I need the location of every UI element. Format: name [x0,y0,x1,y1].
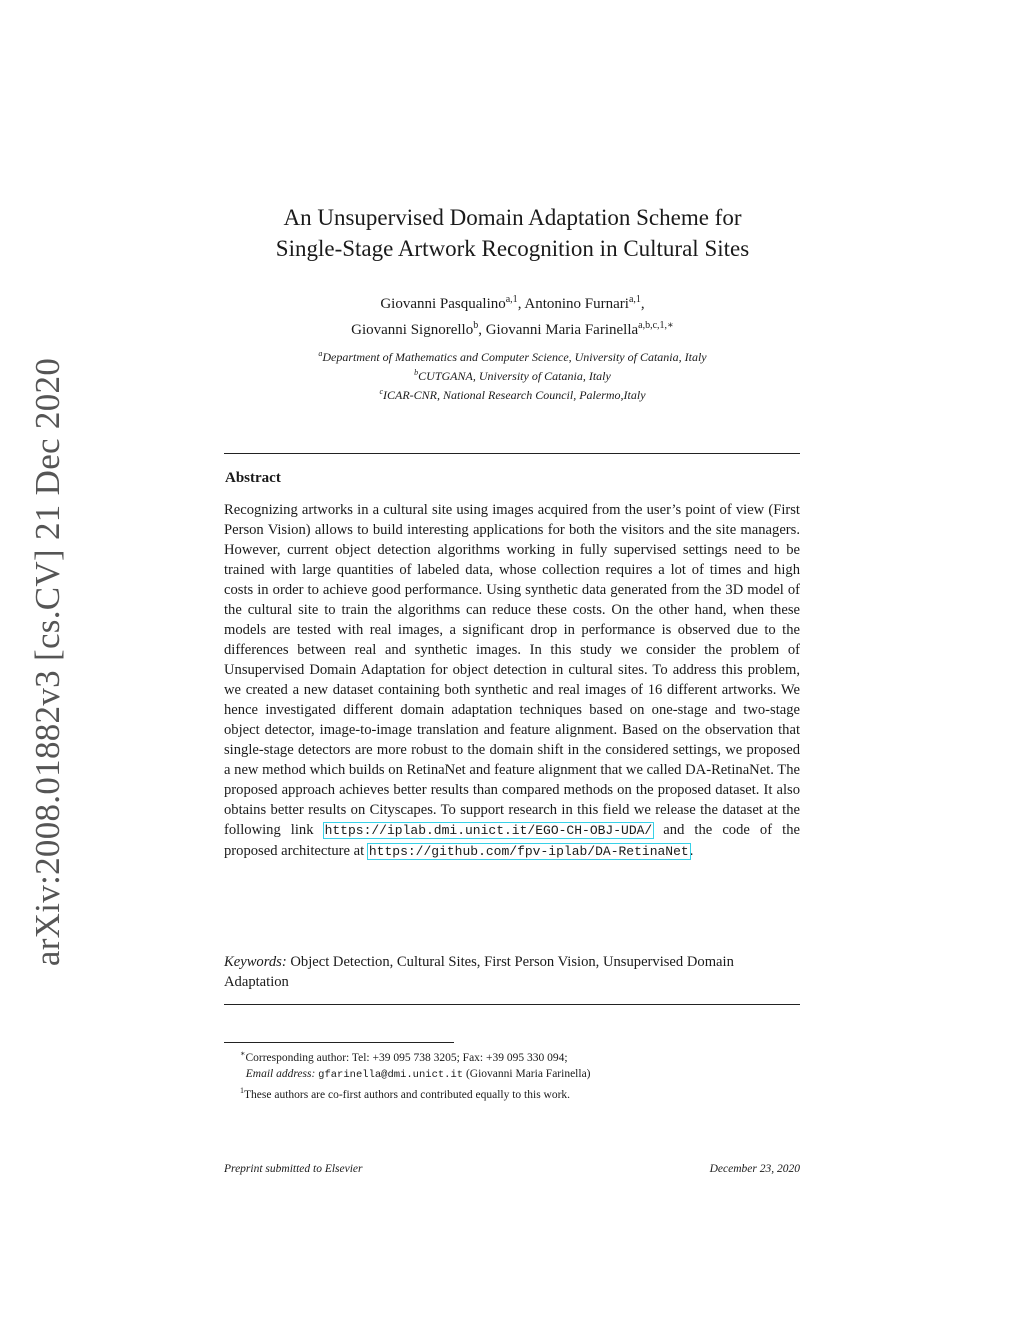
footnotes [240,1046,800,1103]
affiliation-line: $^c$ICAR-CNR, National Research Council, Palermo,Italy [379,387,646,402]
affiliation-line: $^a$Department of Mathematics and Computer Science, University of Catania, Italy [318,349,707,364]
author-affil-mark: a,b,c,1,∗ [638,320,674,331]
keywords [224,952,800,992]
author-list: Giovanni Pasqualino$^{a,1}$, Antonino Furnari$^{a,1}$, Giovanni Signorello$^b$, Giovanni Maria Farinella$^{a,b,c,1,∗}$ [351,294,674,338]
author-name: Antonino Furnari [524,296,629,312]
footer-date: December 23, 2020 [709,1163,800,1175]
page-footer [224,1163,800,1175]
title-line-2: Single-Stage Artwork Recognition in Cultural Sites [275,236,750,261]
paper-title [226,202,799,264]
code-link[interactable]: https://github.com/fpv-iplab/DA-RetinaNet [368,844,689,859]
author-name: Giovanni Signorello [351,322,474,338]
abstract-text-mid: and the code of the proposed architecture at [224,822,800,859]
email-link[interactable]: gfarinella@dmi.unict.it [318,1068,464,1081]
author-name: Giovanni Pasqualino [380,296,506,312]
footnote-rule [224,1042,454,1043]
abstract-heading: Abstract [225,470,281,486]
affiliation-line: $^b$CUTGANA, University of Catania, Italy [414,368,611,383]
abstract-text: Recognizing artworks in a cultural site using images acquired from the user’s point of view (First Person Vision) allows to build interesting applications for both the visitors and the site managers. However, current object detection algorithms working in fully supervised settings need to be trained with large quantities of labeled data, whose collection requires a lot of times and high costs in order to achieve good performance. Using synthetic data generated from the 3D model of the cultural site to train the algorithms can reduce these costs. On the other hand, when these models are tested with real images, a significant drop in performance is observed due to the differences between real and synthetic images. In this study we consider the problem of Unsupervised Domain Adaptation for object detection in cultural sites. To address this problem, we created a new dataset containing both synthetic and real images of 16 different artworks. We hence investigated different domain adaptation techniques based on one-stage and two-stage object detector, image-to-image translation and feature alignment. Based on the observation that single-stage detectors are more robust to the domain shift in the considered settings, we proposed a new method which builds on RetinaNet and feature alignment that we called DA-RetinaNet. The proposed approach achieves better results than compared methods on the proposed dataset. It also obtains better results on Cityscapes. To support research in this field we release the dataset at the following link [224,502,800,838]
title-line-1: An Unsupervised Domain Adaptation Scheme for [283,205,742,230]
footnote-email: Email address: gfarinella@dmi.unict.it (Giovanni Maria Farinella) [245,1067,591,1081]
author-affil-mark: a,1 [505,294,518,305]
dataset-link[interactable]: https://iplab.dmi.unict.it/EGO-CH-OBJ-UDA/ [324,823,653,838]
footnote-cofirst: $^1$These authors are co-first authors and contributed equally to this work. [240,1085,571,1101]
keywords-label: Keywords: [224,954,287,970]
footer-left: Preprint submitted to Elsevier [224,1163,363,1175]
author-affil-mark: b [473,320,479,331]
author-affil-mark: a,1 [628,294,641,305]
abstract-bottom-rule [224,1004,800,1005]
keywords-text: Object Detection, Cultural Sites, First Person Vision, Unsupervised Domain Adaptation [224,954,734,990]
footnote-corresponding: ∗Corresponding author: Tel: +39 095 738 3205; Fax: +39 095 330 094; [240,1049,568,1064]
affiliations [226,346,799,403]
abstract-text-end: . [689,843,694,859]
arxiv-side-stamp: arXiv:2008.01882v3 [cs.CV] 21 Dec 2020 [28,357,67,967]
abstract-top-rule [224,453,800,454]
abstract-body [224,500,800,862]
author-name: Giovanni Maria Farinella [485,322,639,338]
